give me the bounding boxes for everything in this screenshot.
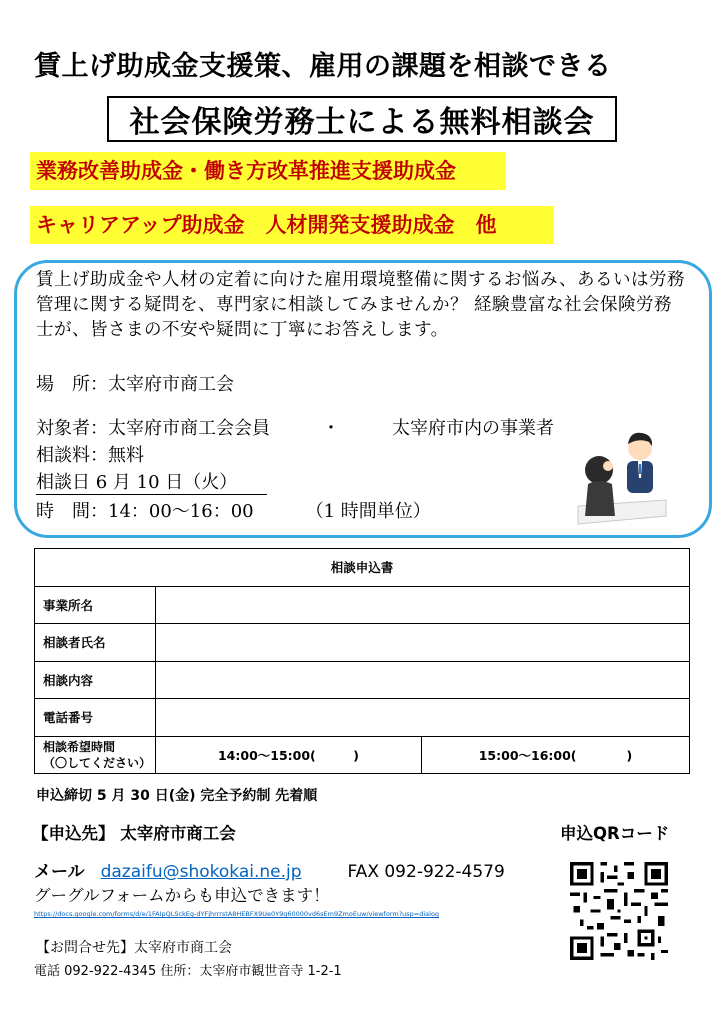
time-slot-2[interactable]: 15:00〜16:00( ) xyxy=(422,736,690,774)
detail-target-a: 対象者：太宰府市商工会会員 xyxy=(36,418,270,439)
detail-target-b: 太宰府市内の事業者 xyxy=(392,418,554,439)
contact-details: 電話 092-922-4345 住所：太宰府市観世音寺 1-2-1 xyxy=(34,964,342,979)
detail-target xyxy=(36,414,554,440)
detail-time-note: （1 時間単位） xyxy=(305,501,431,522)
detail-time-range: 時 間：14：00〜16：00 xyxy=(36,501,254,522)
qr-label: 申込QRコード xyxy=(560,824,670,843)
highlight-subsidy-2: キャリアアップ助成金 人材開発支援助成金 他 xyxy=(30,206,554,244)
contact-heading: 【お問合せ先】太宰府市商工会 xyxy=(36,940,232,956)
google-form-link[interactable]: https://docs.google.com/forms/d/e/1FAIpQLSckEg-dYFjhrrrstA8HEBFX9Ue0Y9g60000vd6sEm9ZmoEuw/viewform?usp=dialog xyxy=(34,910,440,918)
form-title: 相談申込書 xyxy=(35,549,690,587)
fax-number: FAX 092-922-4579 xyxy=(347,862,505,882)
form-field-phone[interactable] xyxy=(156,699,690,737)
apply-heading: 【申込先】 太宰府市商工会 xyxy=(32,824,236,843)
detail-place: 場 所：太宰府市商工会 xyxy=(36,374,234,395)
highlight-subsidy-1: 業務改善助成金・働き方改革推進支援助成金 xyxy=(30,152,506,190)
google-form-note: グーグルフォームからも申込できます！ xyxy=(34,886,330,905)
detail-time xyxy=(36,497,431,523)
email-link[interactable]: dazaifu@shokokai.ne.jp xyxy=(100,862,302,882)
deadline-text: 申込締切 5 月 30 日(金) 完全予約制 先着順 xyxy=(36,788,318,804)
detail-date: 相談日 6 月 10 日（火） xyxy=(36,468,267,495)
mail-label: メール xyxy=(34,862,85,882)
hope-time-label-2: （〇してください） xyxy=(43,755,152,770)
form-label-hope-time xyxy=(35,736,156,774)
application-form xyxy=(34,548,690,774)
form-label-phone: 電話番号 xyxy=(35,699,156,737)
mail-line xyxy=(34,857,505,882)
detail-fee: 相談料：無料 xyxy=(36,445,144,466)
form-label-content: 相談内容 xyxy=(35,661,156,699)
intro-text: 賃上げ助成金や人材の定着に向けた雇用環境整備に関するお悩み、あるいは労務管理に関する疑問を、専門家に相談してみませんか？ 経験豊富な社会保険労務士が、皆さまの不安や疑問に丁寧にお答えします。 xyxy=(36,270,686,340)
consultation-illustration xyxy=(572,428,672,528)
form-label-business: 事業所名 xyxy=(35,586,156,624)
form-field-name[interactable] xyxy=(156,624,690,662)
time-slot-1[interactable]: 14:00〜15:00( ) xyxy=(156,736,422,774)
form-label-name: 相談者氏名 xyxy=(35,624,156,662)
page-subtitle: 社会保険労務士による無料相談会 xyxy=(129,105,595,140)
subtitle-box xyxy=(107,96,617,142)
qr-code-icon[interactable] xyxy=(570,862,668,960)
page-title: 賃上げ助成金支援策、雇用の課題を相談できる xyxy=(34,51,612,82)
form-field-business[interactable] xyxy=(156,586,690,624)
form-field-content[interactable] xyxy=(156,661,690,699)
detail-target-sep: ・ xyxy=(322,418,340,439)
hope-time-label-1: 相談希望時間 xyxy=(43,739,116,754)
